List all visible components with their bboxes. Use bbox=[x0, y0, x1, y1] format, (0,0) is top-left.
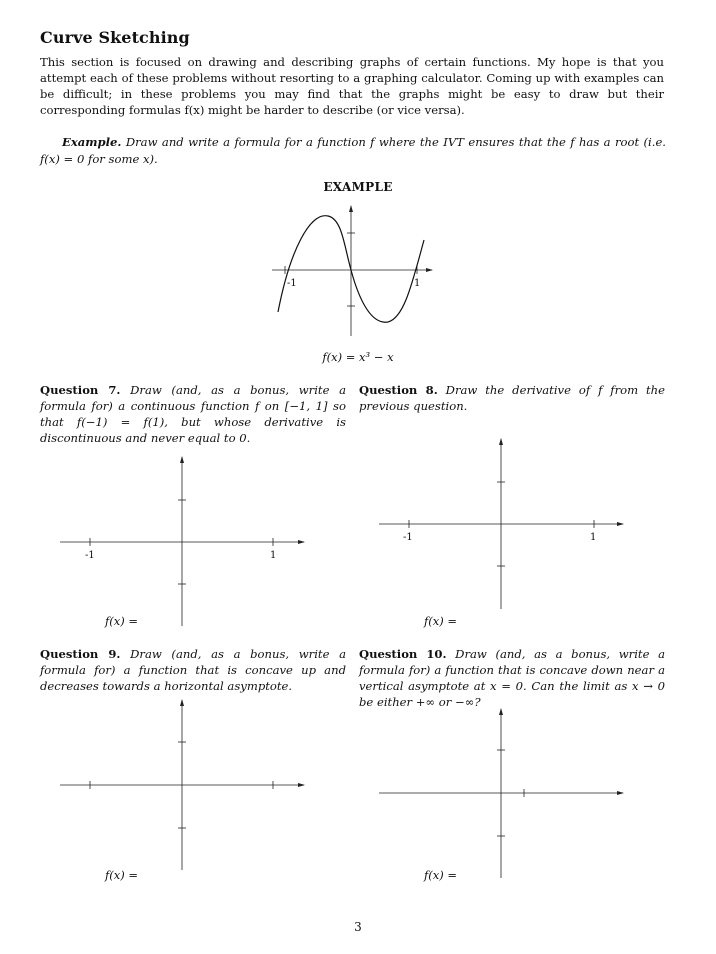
question-7-text: Draw (and, as a bonus, write a formula for) a continuous function f on [−1, 1] so that f(−1) = f(1), but whose derivative is discontinuous and never equal to 0. bbox=[40, 383, 346, 445]
example-caption: f(x) = x³ − x bbox=[322, 350, 394, 364]
question-9-label: Question 9. bbox=[40, 647, 121, 661]
question-8-tick-left: -1 bbox=[403, 532, 413, 543]
example-tick-right: 1 bbox=[414, 278, 421, 289]
question-9-text: Draw (and, as a bonus, write a formula for) a function that is concave up and decreases towards a horizontal asymptote. bbox=[40, 647, 346, 693]
question-7-fx-label: f(x) = bbox=[105, 614, 139, 628]
question-10-label: Question 10. bbox=[359, 647, 447, 661]
question-7-tick-left: -1 bbox=[85, 550, 95, 561]
section-title: Curve Sketching bbox=[40, 28, 190, 47]
question-9-fx-label: f(x) = bbox=[105, 868, 139, 882]
question-8-text: Draw the derivative of f from the previous question. bbox=[359, 383, 666, 413]
page-number: 3 bbox=[354, 920, 362, 934]
question-7-label: Question 7. bbox=[40, 383, 121, 397]
question-8-label: Question 8. bbox=[359, 383, 438, 397]
example-heading: EXAMPLE bbox=[323, 180, 393, 194]
question-8-tick-right: 1 bbox=[590, 532, 597, 543]
example-text: Draw and write a formula for a function f where the IVT ensures that the f has a root (i.e. f(x) = 0 for some x). bbox=[40, 135, 666, 166]
question-8-fx-label: f(x) = bbox=[424, 614, 458, 628]
question-7-tick-right: 1 bbox=[270, 550, 277, 561]
example-tick-left: -1 bbox=[287, 278, 297, 289]
intro-paragraph: This section is focused on drawing and describing graphs of certain functions. My hope is that you attempt each of these problems without resorting to a graphing calculator. Coming up with examples can be difficult; in these problems you may find that the graphs might be easy to draw but their corresponding formulas f(x) might be harder to describe (or vice versa). bbox=[40, 55, 664, 117]
example-label: Example. bbox=[62, 135, 122, 149]
question-10-fx-label: f(x) = bbox=[424, 868, 458, 882]
question-10-text: Draw (and, as a bonus, write a formula for) a function that is concave down near a vertical asymptote at x = 0. Can the limit as x → 0 be either +∞ or −∞? bbox=[359, 647, 665, 709]
